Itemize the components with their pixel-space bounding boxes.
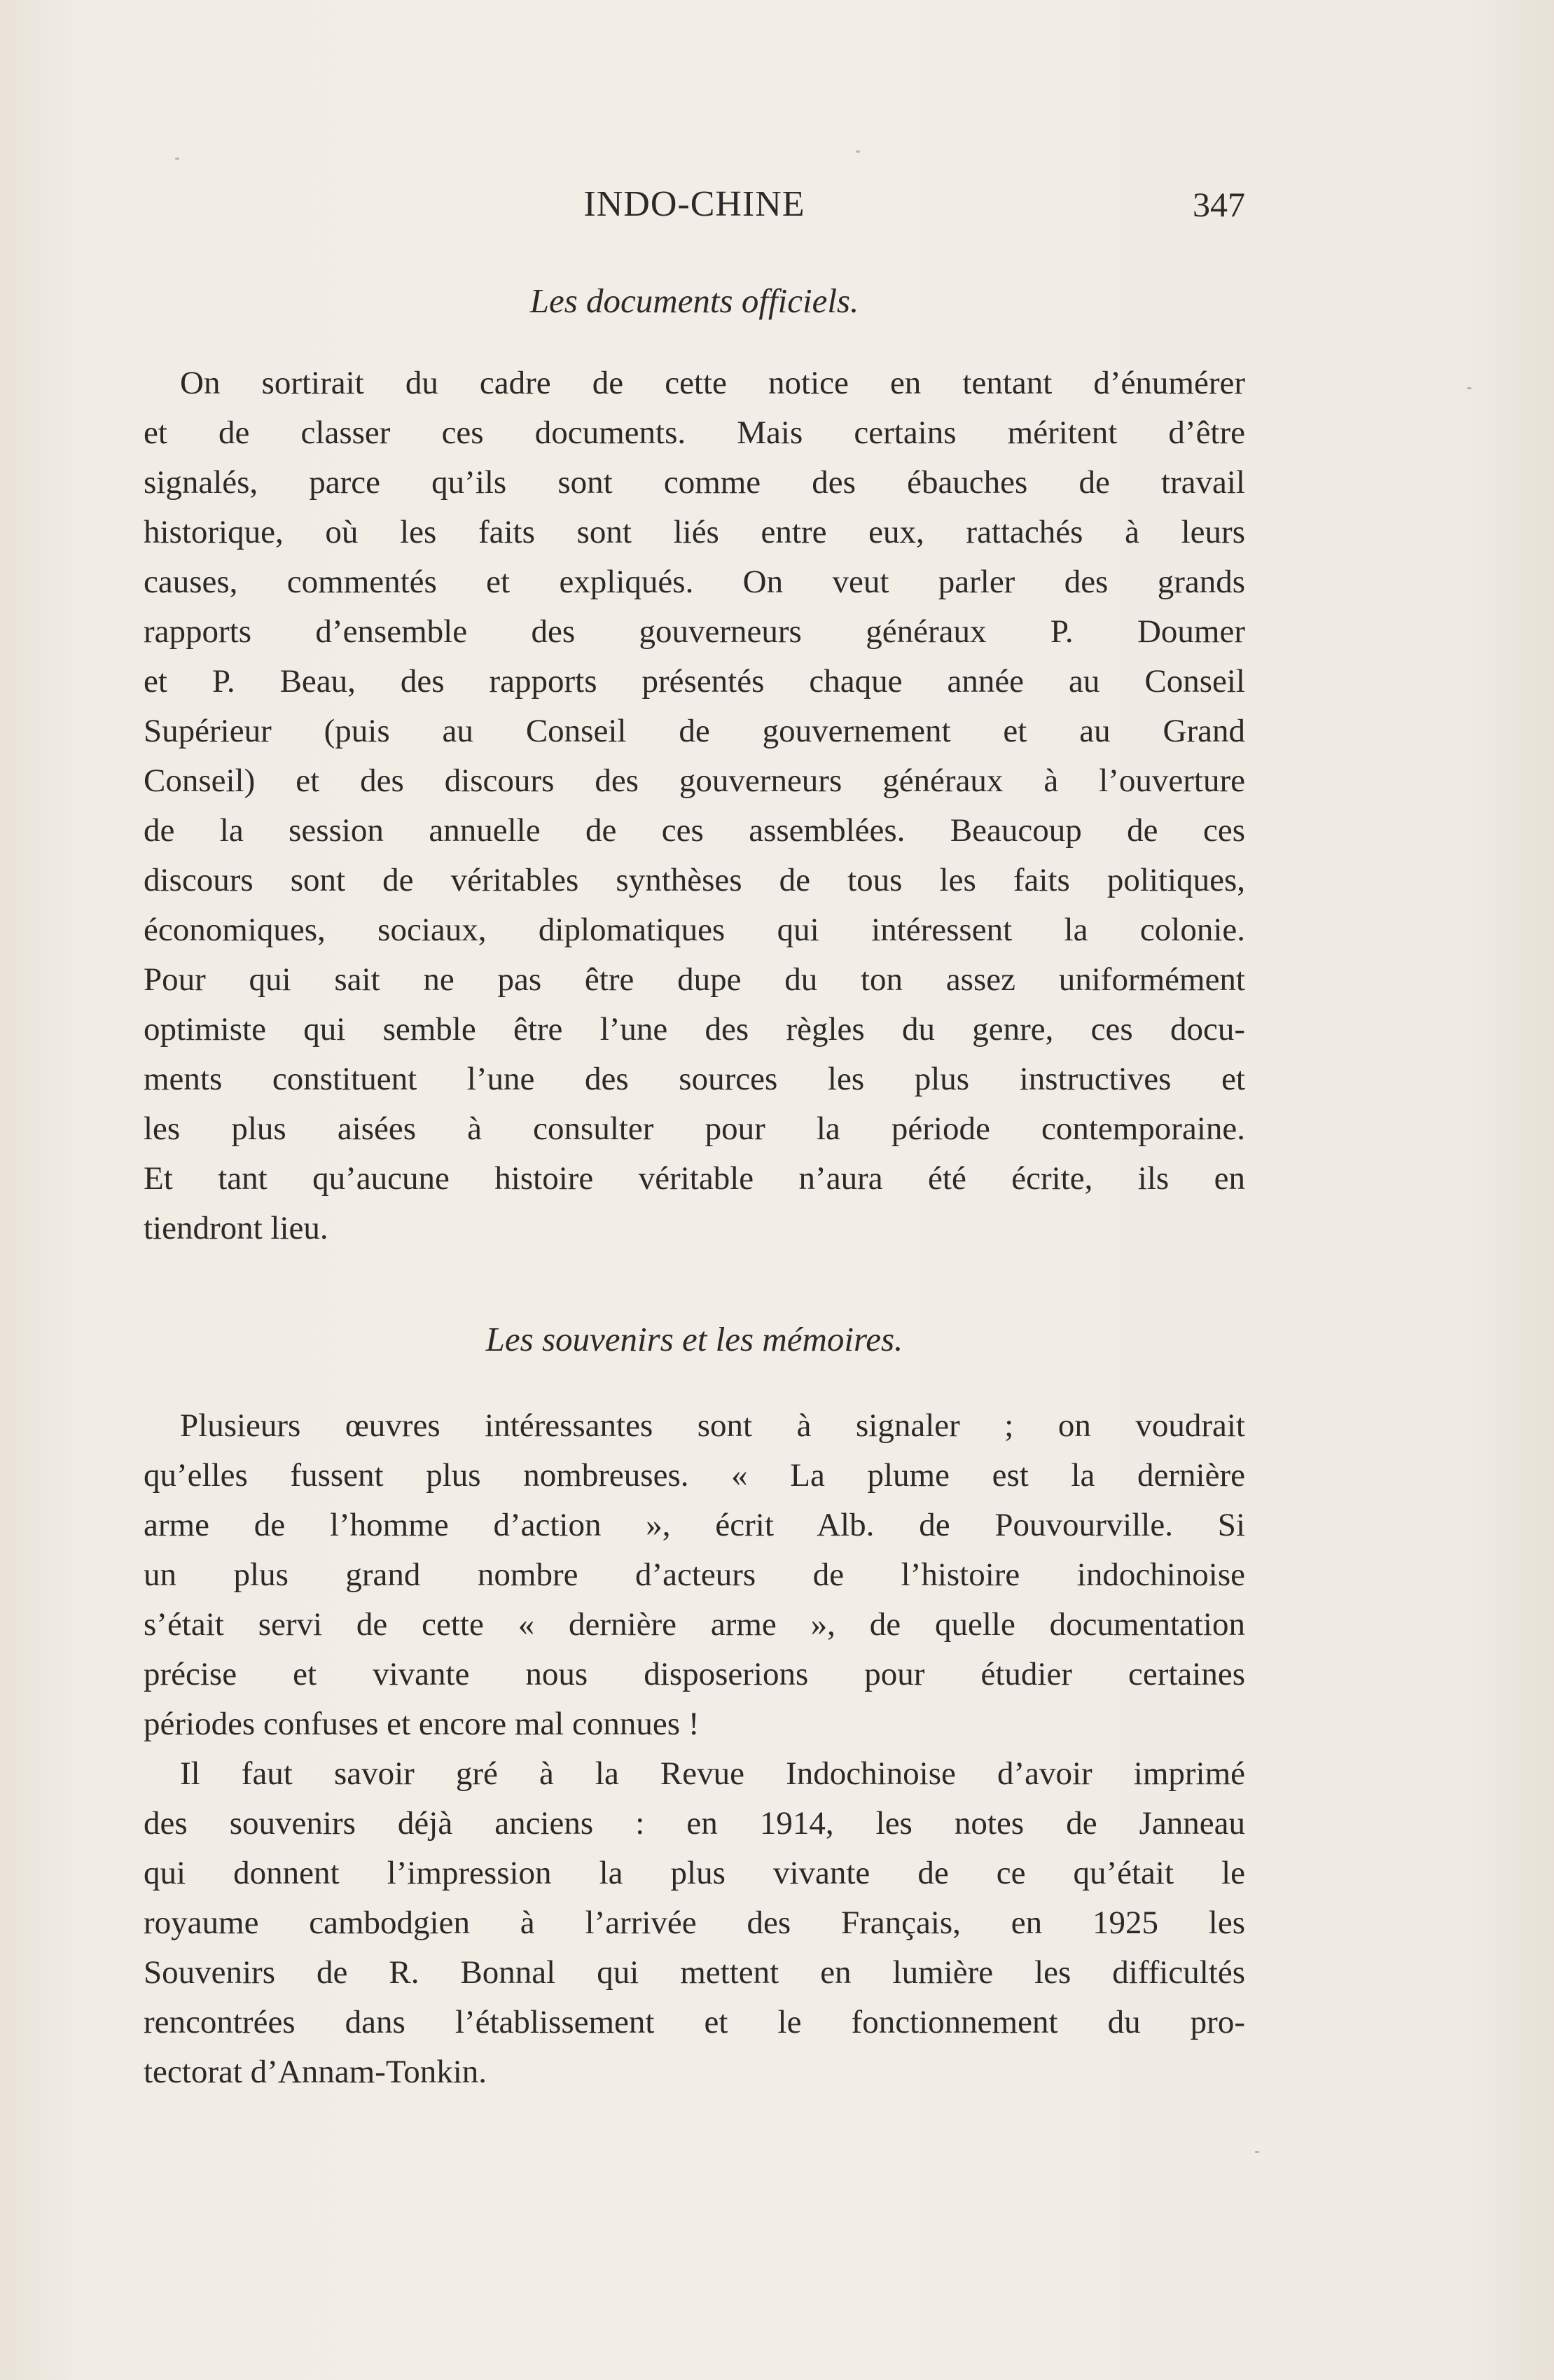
running-title: INDO-CHINE xyxy=(583,184,805,224)
text-line: les plus aisées à consulter pour la période contemporaine. xyxy=(144,1111,1245,1147)
text-line: Plusieurs œuvres intéressantes sont à signaler ; on voudrait xyxy=(180,1407,1245,1444)
text-line: et P. Beau, des rapports présentés chaque année au Conseil xyxy=(144,663,1245,700)
text-line: tectorat d’Annam-Tonkin. xyxy=(144,2054,487,2090)
text-line: causes, commentés et expliqués. On veut parler des grands xyxy=(144,564,1245,600)
text-line: qu’elles fussent plus nombreuses. « La plume est la dernière xyxy=(144,1457,1245,1494)
text-line: périodes confuses et encore mal connues ! xyxy=(144,1706,700,1742)
text-line: historique, où les faits sont liés entre eux, rattachés à leurs xyxy=(144,514,1245,550)
text-line: Souvenirs de R. Bonnal qui mettent en lumière les difficultés xyxy=(144,1954,1245,1991)
text-line: rencontrées dans l’établissement et le fonctionnement du pro- xyxy=(144,2004,1245,2040)
text-line: arme de l’homme d’action », écrit Alb. de Pouvourville. Si xyxy=(144,1507,1245,1543)
text-line: et de classer ces documents. Mais certains méritent d’être xyxy=(144,415,1245,451)
text-line: On sortirait du cadre de cette notice en tentant d’énumérer xyxy=(180,365,1245,401)
paragraph-official-documents xyxy=(144,359,1245,1253)
text-line: Pour qui sait ne pas être dupe du ton assez uniformément xyxy=(144,961,1245,998)
text-line: signalés, parce qu’ils sont comme des ébauches de travail xyxy=(144,464,1245,501)
paper-speck xyxy=(1467,387,1471,389)
text-line: discours sont de véritables synthèses de tous les faits politiques, xyxy=(144,862,1245,898)
text-line: des souvenirs déjà anciens : en 1914, les notes de Janneau xyxy=(144,1805,1245,1842)
text-line: tiendront lieu. xyxy=(144,1210,328,1246)
text-line: Conseil) et des discours des gouverneurs généraux à l’ouverture xyxy=(144,763,1245,799)
text-line: royaume cambodgien à l’arrivée des Français, en 1925 les xyxy=(144,1905,1245,1941)
page-header xyxy=(144,183,1245,225)
paper-speck xyxy=(1255,2151,1259,2153)
text-line: optimiste qui semble être l’une des règles du genre, ces docu- xyxy=(144,1011,1245,1048)
text-line: un plus grand nombre d’acteurs de l’histoire indochinoise xyxy=(144,1557,1245,1593)
section-heading-official-documents: Les documents officiels. xyxy=(529,281,859,320)
paragraph-memoirs-intro xyxy=(144,1401,1245,1749)
text-line: s’était servi de cette « dernière arme », de quelle documentation xyxy=(144,1606,1245,1643)
text-line: ments constituent l’une des sources les plus instructives et xyxy=(144,1061,1245,1097)
text-line: de la session annuelle de ces assemblées. Beaucoup de ces xyxy=(144,812,1245,849)
text-line: précise et vivante nous disposerions pour étudier certaines xyxy=(144,1656,1245,1692)
text-line: qui donnent l’impression la plus vivante de ce qu’était le xyxy=(144,1855,1245,1891)
text-line: Et tant qu’aucune histoire véritable n’aura été écrite, ils en xyxy=(144,1160,1245,1197)
text-line: rapports d’ensemble des gouverneurs généraux P. Doumer xyxy=(144,613,1245,650)
paper-speck xyxy=(175,158,179,160)
page-number: 347 xyxy=(1193,185,1245,224)
paper-speck xyxy=(856,151,860,153)
text-line: Il faut savoir gré à la Revue Indochinoise d’avoir imprimé xyxy=(180,1755,1245,1792)
section-heading-memoirs: Les souvenirs et les mémoires. xyxy=(485,1320,903,1358)
paragraph-revue-indochinoise xyxy=(144,1749,1245,2097)
text-line: économiques, sociaux, diplomatiques qui intéressent la colonie. xyxy=(144,912,1245,948)
text-line: Supérieur (puis au Conseil de gouvernement et au Grand xyxy=(144,713,1245,749)
